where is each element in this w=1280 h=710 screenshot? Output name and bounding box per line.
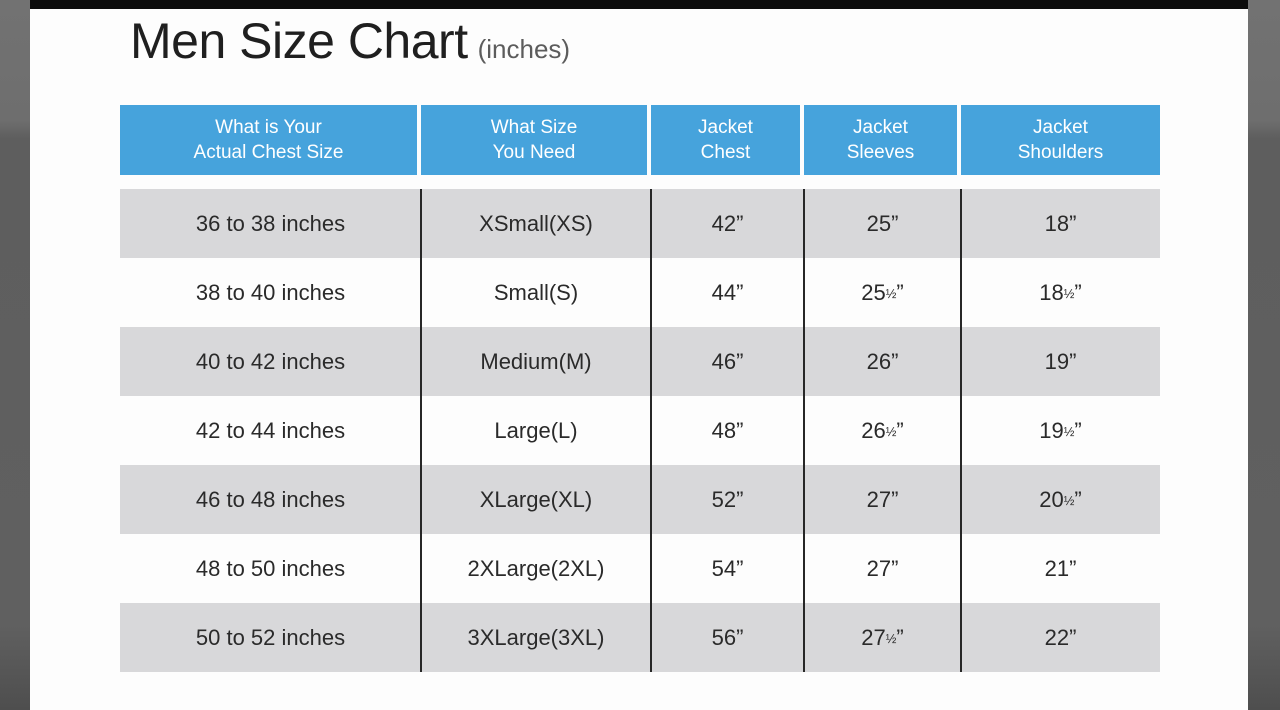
size-chart-table	[120, 105, 1160, 672]
column-divider-line	[803, 189, 805, 672]
column-divider-line	[650, 189, 652, 672]
table-cell: 27”	[866, 486, 899, 512]
table-cell: 18”	[1044, 210, 1077, 236]
column-header-line: What is Your	[215, 117, 322, 138]
table-cell: 46 to 48 inches	[195, 486, 346, 512]
table-row	[120, 603, 1160, 672]
table-cell: 3XLarge(3XL)	[467, 624, 605, 650]
table-row	[120, 396, 1160, 465]
half-fraction: ½	[1063, 285, 1075, 301]
table-row	[120, 465, 1160, 534]
column-header-line: Chest	[700, 142, 751, 163]
column-divider-line	[420, 189, 422, 672]
table-cell: XSmall(XS)	[479, 210, 593, 236]
top-black-bar	[30, 0, 1248, 9]
table-cell: 52”	[711, 486, 744, 512]
column-header-line: Sleeves	[846, 142, 915, 163]
table-cell: 27 ½ ”	[861, 624, 904, 650]
left-gray-band	[0, 0, 30, 710]
title-text: Men Size Chart	[130, 13, 468, 69]
table-cell: 42”	[711, 210, 744, 236]
column-header-line: Jacket	[698, 117, 753, 138]
half-fraction: ½	[885, 285, 897, 301]
page-title	[130, 12, 570, 70]
column-header-4	[804, 105, 961, 175]
column-header-1	[120, 105, 421, 175]
table-cell: 56”	[711, 624, 744, 650]
right-gray-band	[1248, 0, 1280, 710]
table-cell: 26”	[866, 348, 899, 374]
column-header-3	[651, 105, 804, 175]
table-cell: 25”	[866, 210, 899, 236]
column-header-2	[421, 105, 651, 175]
table-cell: 48 to 50 inches	[195, 555, 346, 581]
table-cell: Medium(M)	[480, 348, 592, 374]
table-cell: 46”	[711, 348, 744, 374]
table-cell: 40 to 42 inches	[195, 348, 346, 374]
table-cell: 25 ½ ”	[861, 279, 904, 305]
table-cell: 2XLarge(2XL)	[467, 555, 605, 581]
table-cell: 27”	[866, 555, 899, 581]
table-row	[120, 534, 1160, 603]
column-header-5	[961, 105, 1160, 175]
half-fraction: ½	[885, 423, 897, 439]
table-cell: 19 ½ ”	[1039, 417, 1082, 443]
column-header-line: Jacket	[853, 117, 908, 138]
table-cell: 21”	[1044, 555, 1077, 581]
table-cell: 20 ½ ”	[1039, 486, 1082, 512]
table-cell: 50 to 52 inches	[195, 624, 346, 650]
table-cell: XLarge(XL)	[479, 486, 593, 512]
column-divider-line	[960, 189, 962, 672]
table-row	[120, 189, 1160, 258]
table-cell: Small(S)	[493, 279, 579, 305]
table-cell: 54”	[711, 555, 744, 581]
column-header-line: You Need	[492, 142, 576, 163]
table-cell: 19”	[1044, 348, 1077, 374]
half-fraction: ½	[1063, 492, 1075, 508]
half-fraction: ½	[1063, 423, 1075, 439]
table-cell: 36 to 38 inches	[195, 210, 346, 236]
table-header-row	[120, 105, 1160, 175]
size-chart-panel	[30, 0, 1248, 710]
table-body	[120, 189, 1160, 672]
table-cell: 38 to 40 inches	[195, 279, 346, 305]
table-row	[120, 258, 1160, 327]
half-fraction: ½	[885, 630, 897, 646]
table-row	[120, 327, 1160, 396]
table-cell: 26 ½ ”	[861, 417, 904, 443]
column-header-line: Shoulders	[1017, 142, 1104, 163]
column-header-line: Actual Chest Size	[193, 142, 344, 163]
title-units: (inches)	[477, 34, 571, 64]
table-cell: 18 ½ ”	[1039, 279, 1082, 305]
column-header-line: What Size	[490, 117, 578, 138]
table-cell: 42 to 44 inches	[195, 417, 346, 443]
table-cell: 48”	[711, 417, 744, 443]
column-header-line: Jacket	[1033, 117, 1088, 138]
table-cell: 22”	[1044, 624, 1077, 650]
table-cell: Large(L)	[494, 417, 578, 443]
table-cell: 44”	[711, 279, 744, 305]
